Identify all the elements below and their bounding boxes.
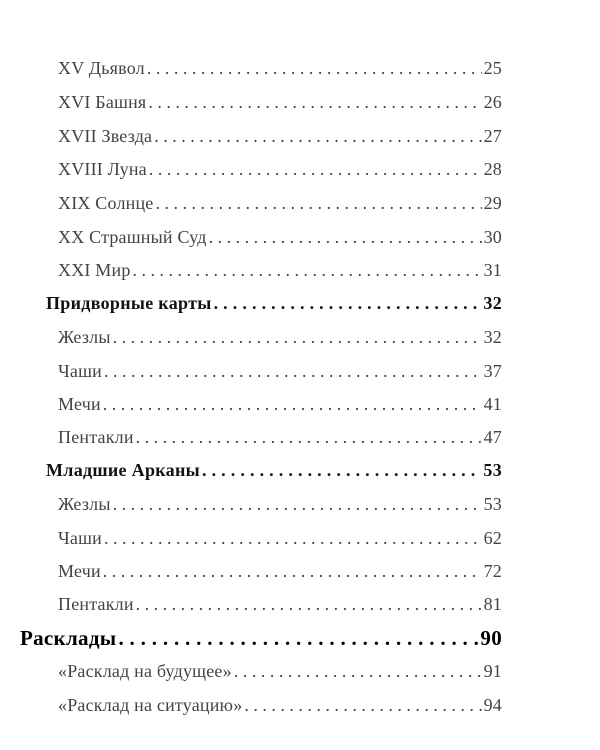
toc-entry-title: Жезлы	[58, 494, 111, 514]
toc-entry-page: 53	[483, 494, 502, 514]
toc-entry-page: 47	[483, 427, 502, 447]
toc-entry-page: 28	[483, 159, 502, 179]
toc-entry	[58, 260, 502, 284]
dot-leader	[136, 594, 482, 615]
toc-entry	[58, 193, 502, 217]
toc-entry	[58, 361, 502, 385]
toc-entry	[58, 594, 502, 618]
toc-entry	[58, 528, 502, 552]
dot-leader	[118, 626, 478, 651]
dot-leader	[113, 494, 482, 515]
toc-entry-title: XVI Башня	[58, 92, 147, 112]
toc-entry-page: 62	[483, 528, 502, 548]
toc-entry	[58, 695, 502, 719]
toc-entry-page: 30	[483, 227, 502, 247]
toc-entry-title: Мечи	[58, 394, 101, 414]
dot-leader	[103, 561, 482, 582]
toc-entry-title: Пентакли	[58, 594, 134, 614]
toc-entry-title: Чаши	[58, 528, 102, 548]
toc-section-title: Придворные карты	[46, 293, 212, 313]
toc-entry-page: 37	[483, 361, 502, 381]
toc-entry-title: Пентакли	[58, 427, 134, 447]
dot-leader	[214, 293, 482, 314]
toc-entry-title: XVIII Луна	[58, 159, 147, 179]
dot-leader	[113, 327, 482, 348]
toc-entry-page: 41	[483, 394, 502, 414]
toc-entry-page: 72	[483, 561, 502, 581]
toc-entry-page: 29	[483, 193, 502, 213]
dot-leader	[148, 92, 481, 113]
toc-entry-page: 81	[483, 594, 502, 614]
toc-entry-page: 31	[483, 260, 502, 280]
dot-leader	[136, 427, 482, 448]
toc-entry-title: Мечи	[58, 561, 101, 581]
toc-entry	[58, 159, 502, 183]
toc-entry	[58, 58, 502, 82]
dot-leader	[104, 361, 482, 382]
dot-leader	[156, 193, 482, 214]
dot-leader	[202, 460, 481, 481]
toc-entry-title: «Расклад на будущее»	[58, 661, 232, 681]
toc-entry-title: Чаши	[58, 361, 102, 381]
toc-chapter-page: 90	[480, 626, 502, 650]
toc-entry	[58, 126, 502, 150]
toc-entry	[58, 92, 502, 116]
toc-entry-title: Жезлы	[58, 327, 111, 347]
toc-section-page: 32	[483, 293, 502, 313]
toc-entry	[58, 227, 502, 251]
toc-entry-title: XIX Солнце	[58, 193, 154, 213]
dot-leader	[234, 661, 482, 682]
dot-leader	[149, 159, 482, 180]
toc-entry	[58, 427, 502, 451]
toc-section-page: 53	[483, 460, 502, 480]
toc-entry-page: 26	[483, 92, 502, 112]
dot-leader	[209, 227, 482, 248]
toc-chapter-title: Расклады	[20, 626, 117, 650]
toc-entry	[58, 494, 502, 518]
toc-entry-title: XXI Мир	[58, 260, 131, 280]
dot-leader	[154, 126, 481, 147]
toc-entry	[58, 561, 502, 585]
toc-entry	[58, 394, 502, 418]
dot-leader	[133, 260, 482, 281]
dot-leader	[244, 695, 481, 716]
toc-entry-title: XVII Звезда	[58, 126, 153, 146]
toc-section-title: Младшие Арканы	[46, 460, 200, 480]
toc-entry-page: 25	[483, 58, 502, 78]
dot-leader	[103, 394, 482, 415]
toc-entry-title: XV Дьявол	[58, 58, 145, 78]
toc-entry-title: «Расклад на ситуацию»	[58, 695, 243, 715]
toc-chapter	[20, 626, 502, 650]
toc-section	[46, 293, 502, 317]
dot-leader	[147, 58, 482, 79]
toc-entry-page: 94	[483, 695, 502, 715]
toc-entry-page: 32	[483, 327, 502, 347]
toc-entry-page: 91	[483, 661, 502, 681]
toc-section	[46, 460, 502, 484]
toc-entry-title: XX Страшный Суд	[58, 227, 207, 247]
toc-entry	[58, 327, 502, 351]
dot-leader	[104, 528, 482, 549]
toc-entry-page: 27	[483, 126, 502, 146]
toc-entry	[58, 661, 502, 685]
